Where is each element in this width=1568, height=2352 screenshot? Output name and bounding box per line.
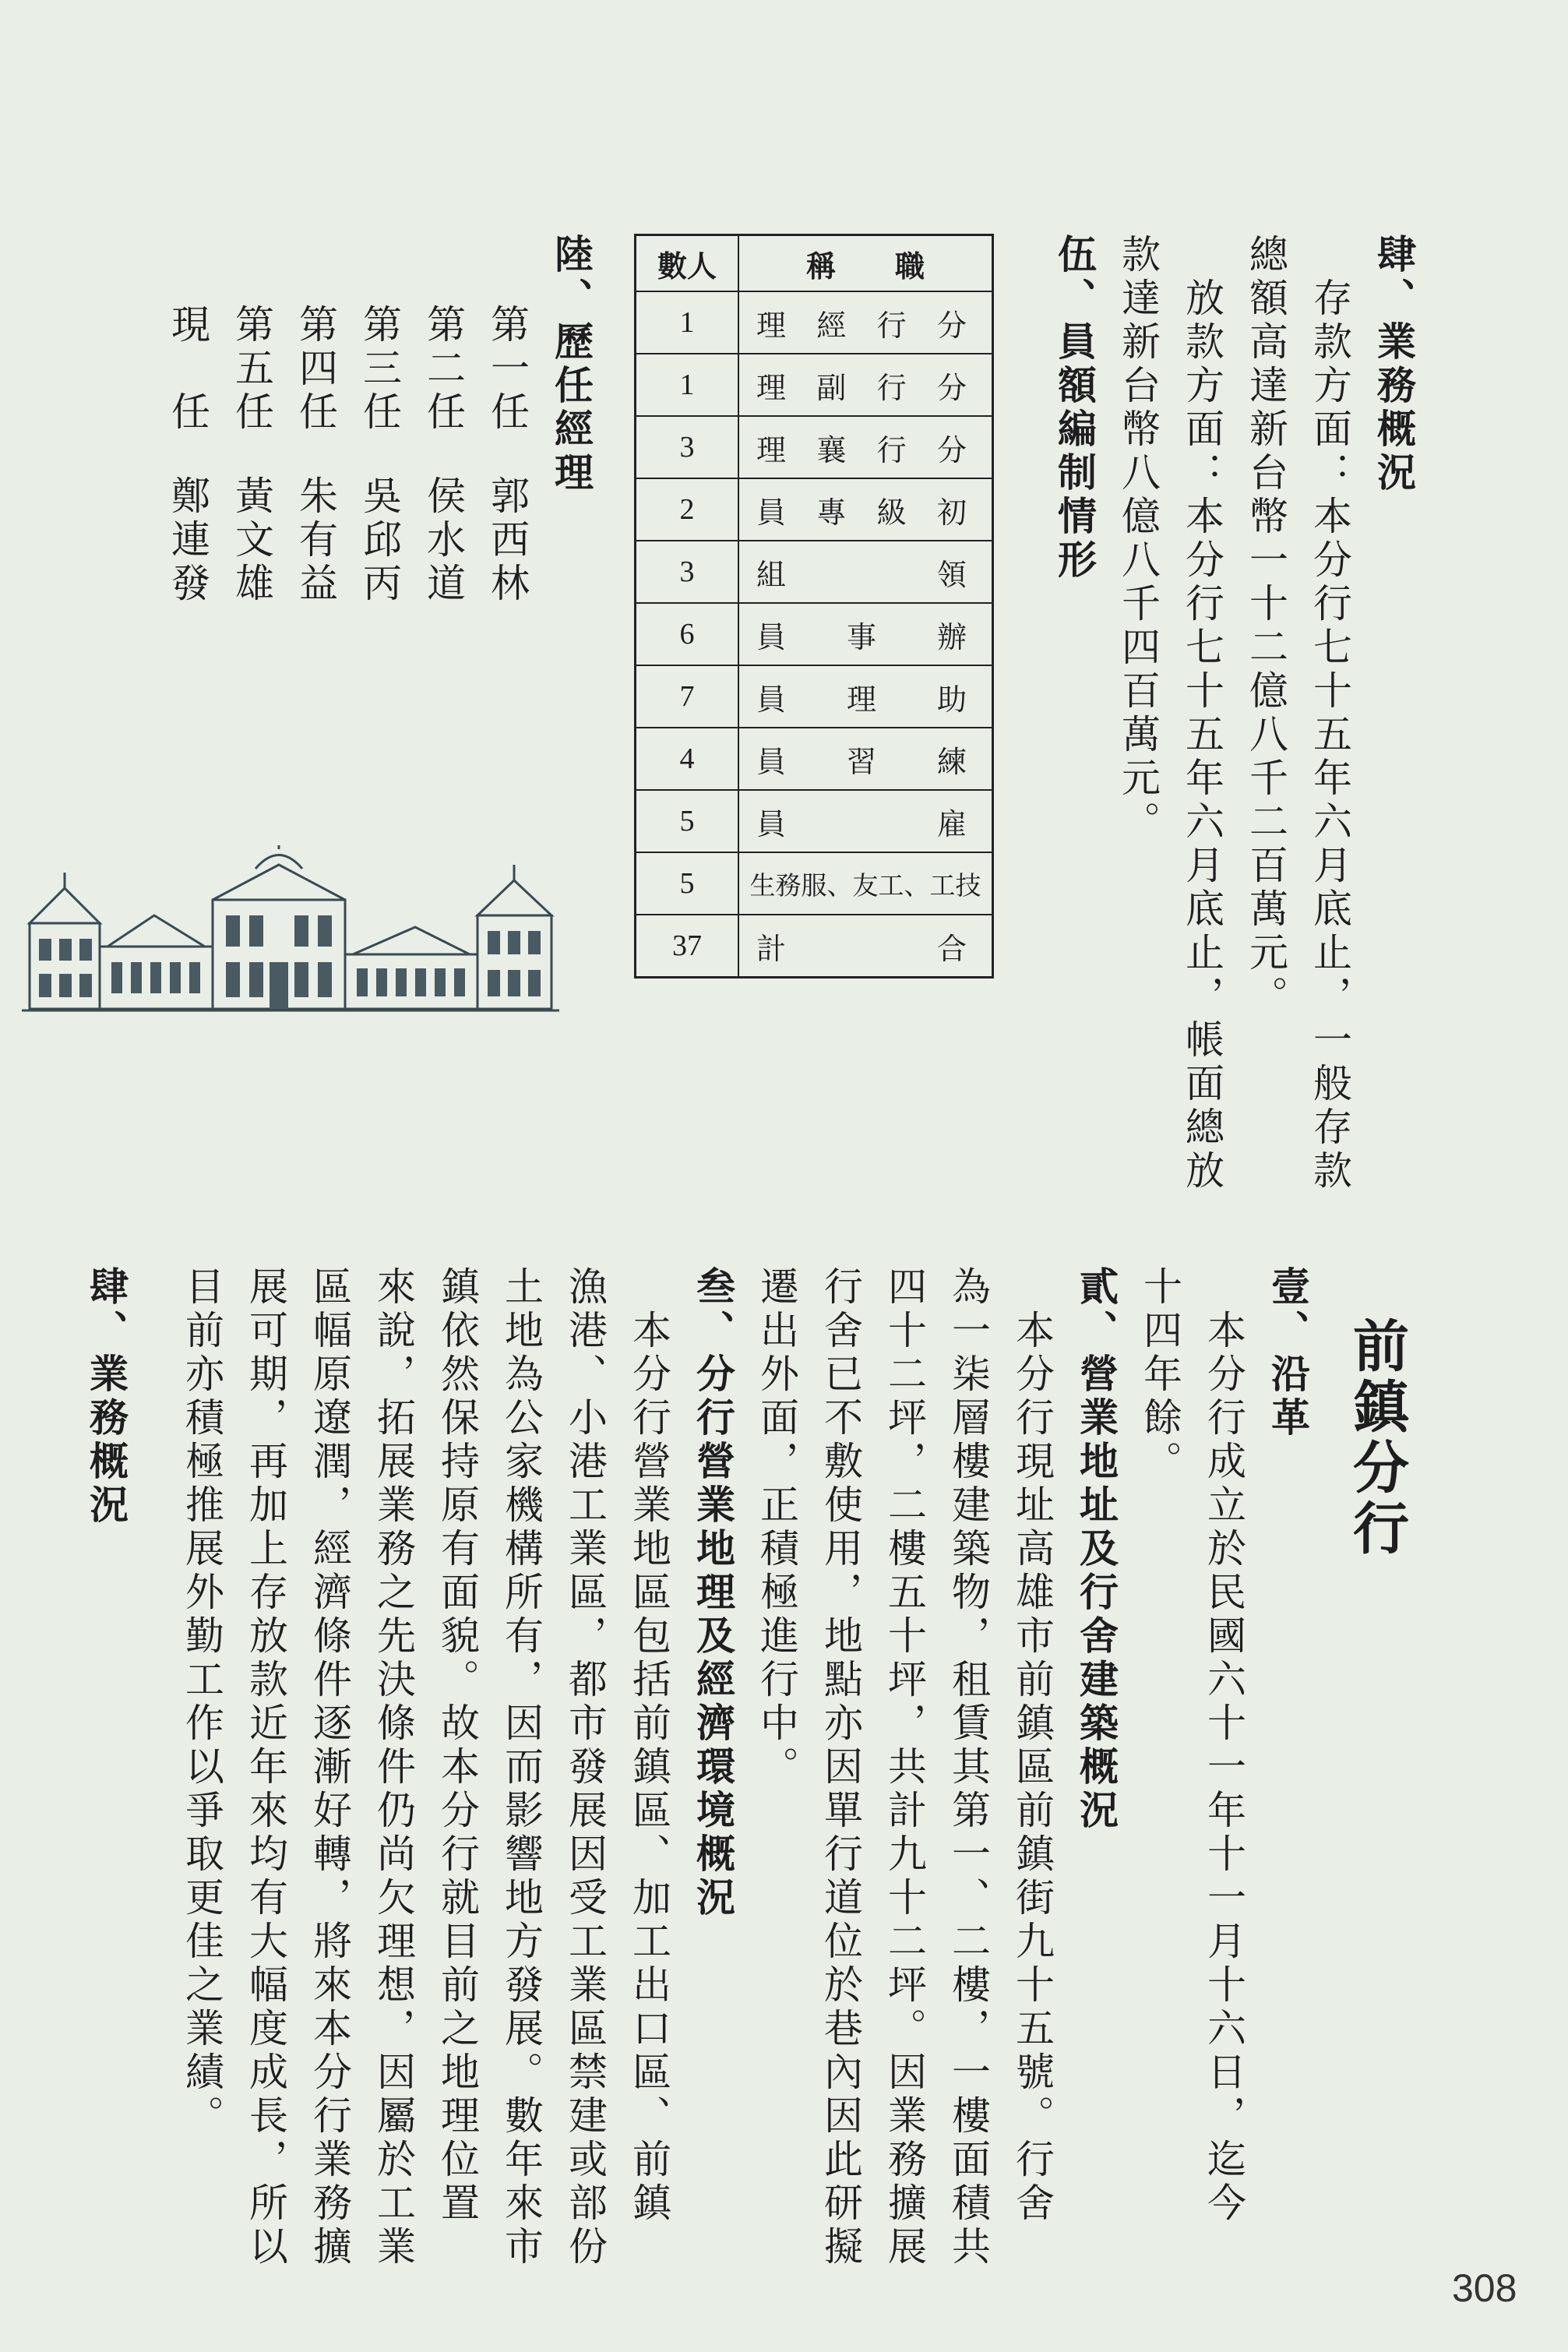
- header-title: 稱 職: [738, 235, 993, 292]
- s3-line6: 區幅原遼潤，經濟條件逐漸好轉，將來本分行業務擴: [307, 1266, 352, 2269]
- row-title: 員理助: [738, 665, 993, 728]
- row-count: 3: [636, 541, 739, 603]
- s4-heading-bottom: 肆、業務概況: [83, 1266, 129, 1528]
- row-count: 5: [636, 790, 739, 852]
- manager-term: 第五任: [229, 304, 274, 435]
- row-title: 員事辦: [738, 603, 993, 665]
- s3-line2: 漁港、小港工業區，都市發展因受工業區禁建或部份: [562, 1266, 608, 2269]
- manager-name: 郭西林: [484, 475, 530, 606]
- s2-line2: 為一柒層樓建築物，租賃其第一、二樓，一樓面積共: [946, 1266, 991, 2269]
- table-row: [636, 291, 993, 354]
- row-count: 7: [636, 665, 739, 728]
- manager-name: 鄭連發: [165, 475, 210, 606]
- manager-term: 第二任: [421, 304, 466, 435]
- table-row: [636, 790, 993, 852]
- row-title: 理副行分: [738, 354, 993, 416]
- row-count: 1: [636, 354, 739, 416]
- table-row: [636, 728, 993, 790]
- row-count: 3: [636, 416, 739, 478]
- row-title: 生務服、友工、工技: [738, 852, 993, 915]
- s3-line7: 展可期，再加上存放款近年來均有大幅度成長，所以: [243, 1266, 288, 2269]
- table-row: [636, 665, 993, 728]
- row-count: 4: [636, 728, 739, 790]
- header-count: 數人: [636, 235, 739, 292]
- s1-line2: 十四年餘。: [1137, 1266, 1182, 1484]
- s3-line1: 本分行營業地區包括前鎮區、加工出口區、前鎮: [626, 1266, 671, 2226]
- s2-line4: 行舍已不敷使用，地點亦因單行道位於巷內因此研擬: [818, 1266, 863, 2269]
- row-title: 員習練: [738, 728, 993, 790]
- row-title: 組領: [738, 541, 993, 603]
- s3-heading: 叁、分行營業地理及經濟環境概況: [690, 1266, 735, 1920]
- table-row: [636, 852, 993, 915]
- s3-line4: 鎮依然保持原有面貌。故本分行就目前之地理位置: [435, 1266, 480, 2226]
- manager-term: 第四任: [293, 304, 338, 435]
- manager-name: 朱有益: [293, 475, 338, 606]
- table-row: [636, 541, 993, 603]
- s3-line5: 來說，拓展業務之先決條件仍尚欠理想，因屬於工業: [371, 1266, 416, 2269]
- s1-heading: 壹、沿革: [1265, 1266, 1310, 1440]
- s3-line3: 土地為公家機構所有，因而影響地方發展。數年來市: [499, 1266, 544, 2269]
- row-count: 37: [636, 915, 739, 978]
- manager-name: 吳邱丙: [357, 475, 402, 606]
- row-title: 員雇: [738, 790, 993, 852]
- manager-name: 侯水道: [421, 475, 466, 606]
- s2-line3: 四十二坪，二樓五十坪，共計九十二坪。因業務擴展: [882, 1266, 927, 2269]
- staff-table: [634, 234, 994, 979]
- manager-term: 第一任: [484, 304, 530, 435]
- s2-line5: 遷出外面，正積極進行中。: [754, 1266, 799, 1790]
- s2-heading: 貳、營業地址及行舍建築概況: [1073, 1266, 1119, 1833]
- section-6-heading: 陸、歷任經理: [548, 234, 594, 495]
- row-title: 員專級初: [738, 478, 993, 541]
- table-row: [636, 915, 993, 978]
- row-title: 理經行分: [738, 291, 993, 354]
- branch-title: 前鎮分行: [1344, 1317, 1409, 1560]
- section-4-heading: 肆、業務概況: [1371, 234, 1416, 495]
- table-row: [636, 603, 993, 665]
- row-title: 理襄行分: [738, 416, 993, 478]
- manager-name: 黃文雄: [229, 475, 274, 606]
- sec4-para1-line1: 存款方面：本分行七十五年六月底止，一般存款: [1307, 234, 1352, 1194]
- table-row: [636, 478, 993, 541]
- table-row: [636, 416, 993, 478]
- s3-line8: 目前亦積極推展外勤工作以爭取更佳之業績。: [179, 1266, 224, 2139]
- row-title: 計合: [738, 915, 993, 978]
- sec4-para1-line2: 總額高達新台幣一十二億八千二百萬元。: [1243, 234, 1288, 1019]
- table-header-row: [636, 235, 993, 292]
- manager-term: 第三任: [357, 304, 402, 435]
- table-row: [636, 354, 993, 416]
- row-count: 5: [636, 852, 739, 915]
- s2-line1: 本分行現址高雄市前鎮區前鎮街九十五號。行舍: [1010, 1266, 1055, 2226]
- sec4-para2-line2: 款達新台幣八億八千四百萬元。: [1115, 234, 1161, 845]
- sec4-para2-line1: 放款方面：本分行七十五年六月底止，帳面總放: [1179, 234, 1224, 1194]
- row-count: 6: [636, 603, 739, 665]
- s1-line1: 本分行成立於民國六十一年十一月十六日，迄今: [1201, 1266, 1246, 2226]
- building-illustration: [22, 845, 559, 1017]
- page-number: 308: [1452, 2266, 1517, 2310]
- section-5-heading: 伍、員額編制情形: [1052, 234, 1097, 583]
- row-count: 2: [636, 478, 739, 541]
- row-count: 1: [636, 291, 739, 354]
- manager-term: 現 任: [165, 304, 210, 435]
